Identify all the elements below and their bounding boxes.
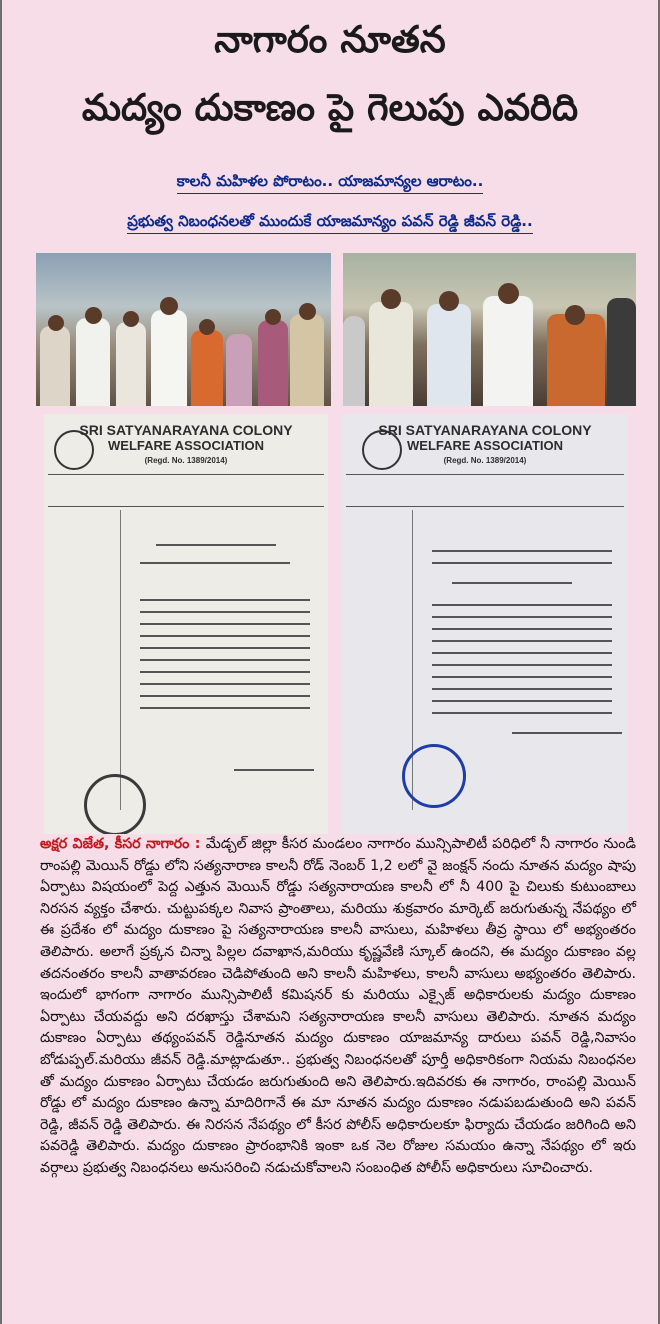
signature [234,769,314,771]
handwriting [432,652,612,654]
handwriting [432,640,612,642]
handwriting [432,550,612,552]
article-text: మేడ్చల్ జిల్లా కీసర మండలం నాగారం మున్సిపాలిటీ పరిధిలో నీ నాగారం నుండి రాంపల్లి మెయిన్ రోడ్డు లోని సత్యనారాణ కాలనీ రోడ్ నెంబర్ 1,2 లలో వై జంక్షన్ నందు నూతన మద్యం షాపు ఏర్పాటు విషయంలో పెద్ద ఎత్తున మెయిన్ రోడ్డు సత్యనారాయణ కాలనీ లో నీ 400 పై చిలుకు కుటుంబాలు నిరసన వ్యక్తం చేశారు. చుట్టుపక్కల నివాస ప్రాంతాలు, మరియు శుక్రవారం మార్కెట్ జరుగుతున్న నేపథ్యం లో ఈ ప్రదేశం లో మద్యం దుకాణం పై సత్యనారాయణ కాలనీ వాసులు, మహిళలు తీవ్ర స్థాయి లో అభ్యంతరం తెలిపారు. అలాగే ప్రక్కన చిన్నా పిల్లల దవాఖాన,మరియు కృష్ణవేణి స్కూల్ ఉందని, ఈ మద్యం దుకాణం వల్ల తదనంతరం కాలనీ వాతావరణం చెడిపోతుంది అని కాలనీ మహిళలు, కాలనీ వాసులు అభ్యంతరం తెలిపారు. ఇందులో భాగంగా నాగారం మున్సిపాలిటీ కమిషనర్ కు మరియు ఎక్సైజ్ అధికారులకు మద్యం దుకాణం ఏర్పాటు చేయవద్దు అని దరఖాస్తు చేశామని సత్యనారాయణ కాలనీ వాసులు తెలిపారు. నూతన మద్యం దుకాణం ఏర్పాటు తథ్యంపవన్ రెడ్డినూతన మద్యం దుకాణం యాజమాన్య దారులు పవన్ రెడ్డి,నివాసం బోడుప్పల్.మరియు జీవన్ రెడ్డి.మాట్లాడుతూ.. ప్రభుత్వ నిబంధనలతో పూర్తీ అధికారికంగా నియమ నిబంధనల తో మద్యం దుకాణం ఏర్పాటు చేయడం జరుగుతుంది అని తెలిపారు.ఇదివరకు ఈ నాగారం, రాంపల్లి మెయిన్ రోడ్డు లో మద్యం దుకాణం ఉన్నా మాదిరిగానే ఈ మా నూతన మద్యం దుకాణం నడుపబడుతుంది అని పవన్ రెడ్డి, జీవన్ రెడ్డి తెలిపారు. ఈ నిరసన నేపథ్యం లో కీసర పోలీస్ అధికారులకూ ఫిర్యాదు చేయడం జరిగింది అని పవరెడ్డి తెలిపారు. మద్యం దుకాణం ప్రారంభానికి ఇంకా ఒక నెల రోజుల సమయం ఉన్నా నేపథ్యం లో ఇరు వర్గాలు ప్రభుత్వ నిబంధనలు అనుసరించి నడుచుకోవాలని సంబంధిత పోలీస్ అధికారులు సూచించారు. [40,836,636,1176]
photo-person [290,314,324,406]
handwriting [140,623,310,625]
headline-line-2: మద్యం దుకాణం పై గెలుపు ఎవరిది [81,86,579,129]
photo-person [427,304,471,406]
photo-person [258,320,288,406]
handwriting [140,599,310,601]
photo-person [343,316,365,406]
handwriting [140,659,310,661]
handwriting [432,676,612,678]
protest-photo-left [36,253,331,406]
signature [512,732,622,734]
protest-photo-right [343,253,636,406]
photo-person-head [498,283,519,304]
association-stamp [84,774,146,834]
handwriting [432,700,612,702]
letter-photo-right [342,414,628,834]
subheading-2-text: ప్రభుత్వ నిబంధనలతో ముందుకే యాజమాన్యం పవన్ రెడ్డి జీవన్ రెడ్డి.. [127,212,532,234]
photo-person [607,298,636,406]
photo-person-head [299,303,316,320]
photo-person [191,330,223,406]
article-byline: అక్షర విజేత, కీసర నాగారం : [40,836,206,852]
handwriting [432,664,612,666]
letterhead-rule [48,474,324,475]
handwriting [156,544,276,546]
photo-person [547,314,605,406]
margin-line [120,510,121,810]
photo-person-head [123,311,139,327]
handwriting [140,611,310,613]
handwriting [432,616,612,618]
letterhead-org-line2: WELFARE ASSOCIATION [108,438,264,453]
photo-person-head [381,289,401,309]
handwriting [432,604,612,606]
photo-person [483,296,533,406]
article-body [40,834,636,1180]
photo-person [369,302,413,406]
photo-person-head [160,297,178,315]
photo-person [40,326,70,406]
letterhead-org-line1: SRI SATYANARAYANA COLONY [79,422,293,438]
subheading-1 [0,172,660,194]
handwriting [140,695,310,697]
photo-person [226,334,252,406]
photo-person [116,322,146,406]
handwriting [432,688,612,690]
handwriting [140,562,290,564]
headline-line-1: నాగారం నూతన [214,18,446,61]
subheading-2 [0,212,660,234]
letterhead-org-line2: WELFARE ASSOCIATION [407,438,563,453]
photo-person-head [48,315,64,331]
letterhead-reg: (Regd. No. 1389/2014) [144,456,228,465]
letterhead-reg: (Regd. No. 1389/2014) [443,456,527,465]
handwriting [432,628,612,630]
photo-person-head [199,319,215,335]
handwriting [140,707,310,709]
letterhead-rule [48,506,324,507]
handwriting [432,562,612,564]
letterhead-rule [346,474,624,475]
letter-photo-left [44,414,328,834]
handwriting [452,582,572,584]
photo-person-head [265,309,281,325]
photo-person [151,310,187,406]
handwriting [140,635,310,637]
photo-person-head [439,291,459,311]
photo-person [76,318,110,406]
letterhead-rule [346,506,624,507]
photo-person-head [565,305,585,325]
handwriting [140,647,310,649]
association-stamp [402,744,466,808]
photo-person-head [85,307,102,324]
handwriting [140,683,310,685]
left-border [0,0,2,1324]
handwriting [140,671,310,673]
handwriting [432,712,612,714]
subheading-1-text: కాలనీ మహిళల పోరాటం.. యాజమాన్యల ఆరాటం.. [177,172,484,194]
letterhead-org-line1: SRI SATYANARAYANA COLONY [378,422,592,438]
